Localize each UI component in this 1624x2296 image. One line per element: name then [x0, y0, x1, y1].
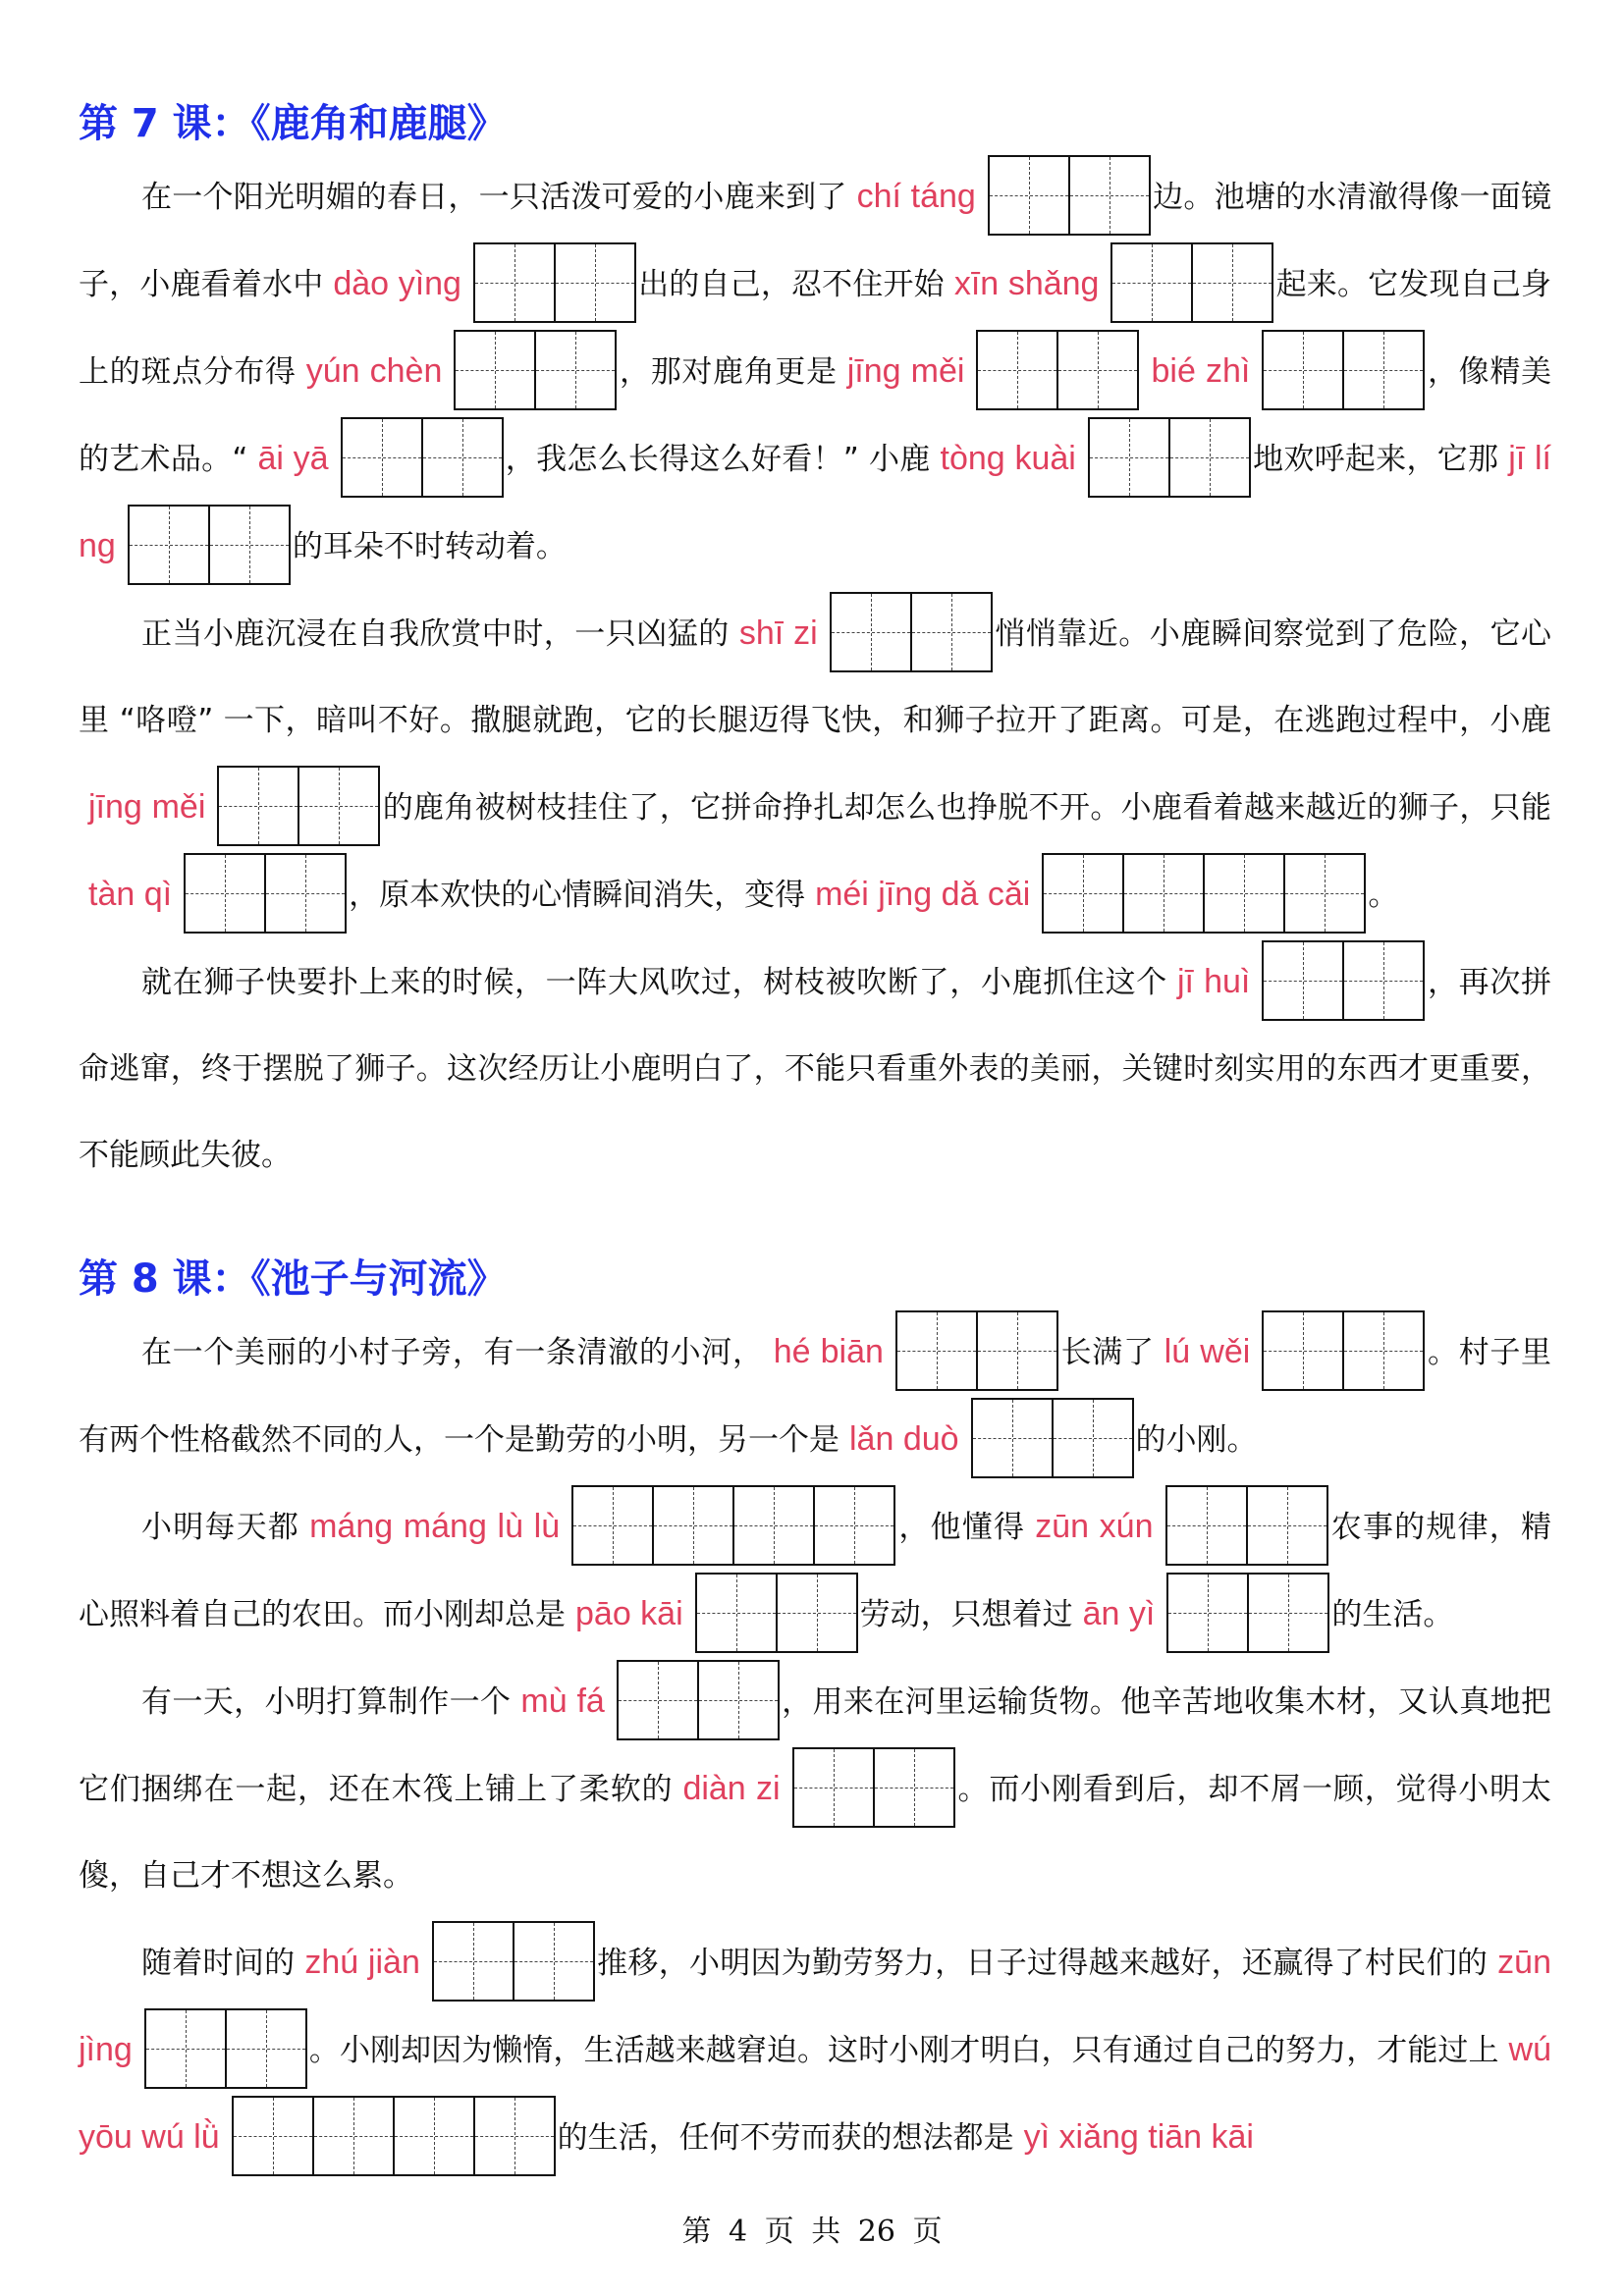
writing-cell[interactable] — [421, 417, 504, 498]
writing-cell[interactable] — [813, 1485, 895, 1566]
writing-cell[interactable] — [971, 1398, 1054, 1478]
writing-cell[interactable] — [208, 505, 291, 585]
writing-cell[interactable] — [1262, 1310, 1344, 1391]
lesson-paragraph — [79, 1919, 1551, 2181]
text-segment: 的生活，任何不劳而获的想法都是 — [557, 2120, 1014, 2156]
writing-grid[interactable] — [792, 1747, 955, 1828]
writing-cell[interactable] — [1166, 1573, 1249, 1653]
writing-cell[interactable] — [473, 242, 556, 323]
writing-grid[interactable] — [1088, 417, 1251, 498]
pinyin-prompt: yún chèn — [305, 352, 443, 390]
pinyin-prompt: zūn jìng — [79, 1944, 1551, 2068]
writing-cell[interactable] — [1342, 940, 1425, 1021]
writing-grid[interactable] — [341, 417, 504, 498]
writing-grid[interactable] — [1110, 242, 1273, 323]
lesson-paragraph — [79, 153, 1551, 590]
writing-grid[interactable] — [976, 330, 1139, 410]
writing-grid[interactable] — [617, 1660, 780, 1740]
text-segment: 。小刚却因为懒惰，生活越来越窘迫。这时小刚才明白，只有通过自己的努力，才能过上 — [308, 2033, 1499, 2068]
lesson-paragraph — [79, 1483, 1551, 1658]
pinyin-prompt: méi jīng dǎ cǎi — [815, 876, 1031, 913]
writing-cell[interactable] — [1342, 330, 1425, 410]
writing-cell[interactable] — [732, 1485, 815, 1566]
writing-cell[interactable] — [144, 2008, 227, 2089]
writing-cell[interactable] — [473, 2096, 556, 2176]
pinyin-prompt: jīng měi — [846, 352, 965, 390]
text-segment: 。而小刚看到后，却不屑一顾，觉得小明太傻，自己才不想这么累。 — [79, 1772, 1552, 1894]
pinyin-prompt: mù fá — [520, 1682, 605, 1720]
text-segment: 在一个美丽的小村子旁，有一条清澈的小河， — [141, 1335, 764, 1370]
writing-cell[interactable] — [312, 2096, 395, 2176]
writing-cell[interactable] — [217, 766, 299, 846]
lesson-title: 第 8 课：《池子与河流》 — [79, 1256, 507, 1302]
writing-grid[interactable] — [988, 155, 1151, 236]
text-segment: 的生活。 — [1331, 1597, 1454, 1632]
writing-cell[interactable] — [432, 1921, 514, 2002]
writing-cell[interactable] — [1247, 1573, 1329, 1653]
writing-cell[interactable] — [652, 1485, 734, 1566]
text-segment: ，用来在河里运输货物。他辛苦地收集木材，又认真地把它们捆绑在一起，还在木筏上铺上了柔软的 — [79, 1684, 1551, 1807]
pinyin-prompt: zūn xún — [1035, 1508, 1154, 1545]
text-segment: 劳动，只想着过 — [859, 1597, 1073, 1632]
writing-grid[interactable] — [830, 592, 993, 672]
writing-grid[interactable] — [1262, 1310, 1425, 1391]
text-segment: 长满了 — [1059, 1335, 1155, 1370]
writing-cell[interactable] — [1056, 330, 1139, 410]
pinyin-prompt: wú yōu wú lǜ — [79, 2031, 1551, 2156]
text-segment: 地欢呼起来，它那 — [1252, 442, 1499, 477]
lesson-paragraph — [79, 1308, 1551, 1483]
writing-grid[interactable] — [1262, 940, 1425, 1021]
text-segment: 的小刚。 — [1135, 1422, 1258, 1458]
text-segment: 小明每天都 — [141, 1510, 300, 1545]
text-segment: 的鹿角被树枝挂住了，它拼命挣扎却怎么也挣脱不开。小鹿看着越来越近的狮子，只能 — [382, 790, 1551, 826]
writing-cell[interactable] — [1203, 853, 1285, 934]
writing-cell[interactable] — [697, 1660, 780, 1740]
text-segment: 出的自己，忍不住开始 — [637, 267, 945, 302]
page-content — [79, 94, 1551, 2181]
pinyin-prompt: bié zhì — [1151, 352, 1251, 390]
writing-cell[interactable] — [1122, 853, 1205, 934]
text-segment: 就在狮子快要扑上来的时候，一阵大风吹过，树枝被吹断了，小鹿抓住这个 — [141, 965, 1167, 1000]
text-segment: 推移，小明因为勤劳努力，日子过得越来越好，还赢得了村民们的 — [596, 1946, 1489, 1981]
writing-cell[interactable] — [617, 1660, 699, 1740]
writing-grid[interactable] — [895, 1310, 1058, 1391]
writing-cell[interactable] — [1168, 417, 1251, 498]
writing-grid[interactable] — [571, 1485, 895, 1566]
text-segment: 随着时间的 — [141, 1946, 296, 1981]
page-footer: 第 4 页 共 26 页 — [681, 2215, 943, 2249]
writing-grid[interactable] — [971, 1398, 1134, 1478]
writing-grid[interactable] — [184, 853, 347, 934]
text-segment: 的耳朵不时转动着。 — [292, 529, 567, 564]
pinyin-prompt: lú wěi — [1164, 1333, 1251, 1370]
writing-cell[interactable] — [454, 330, 536, 410]
text-segment: ，他懂得 — [897, 1510, 1026, 1545]
text-segment: 起来。它发现自己身上的斑点分布得 — [79, 267, 1551, 390]
writing-grid[interactable] — [1262, 330, 1425, 410]
writing-cell[interactable] — [910, 592, 993, 672]
pinyin-prompt: diàn zi — [682, 1770, 781, 1807]
text-segment: 在一个阳光明媚的春日，一只活泼可爱的小鹿来到了 — [141, 180, 847, 215]
text-segment: ，像精美的艺术品。“ — [79, 354, 1552, 477]
writing-cell[interactable] — [298, 766, 380, 846]
pinyin-prompt: tòng kuài — [940, 440, 1076, 477]
writing-cell[interactable] — [554, 242, 636, 323]
writing-cell[interactable] — [792, 1747, 875, 1828]
text-segment: 边。池塘的水清澈得像一面镜子，小鹿看着水中 — [79, 180, 1552, 302]
writing-grid[interactable] — [473, 242, 636, 323]
writing-cell[interactable] — [1088, 417, 1170, 498]
writing-cell[interactable] — [1165, 1485, 1248, 1566]
writing-cell[interactable] — [988, 155, 1070, 236]
pinyin-prompt: lǎn duò — [849, 1420, 959, 1458]
pinyin-prompt: tàn qì — [88, 876, 173, 913]
writing-cell[interactable] — [1191, 242, 1273, 323]
pinyin-prompt: pāo kāi — [575, 1595, 683, 1632]
text-segment: ，那对鹿角更是 — [619, 354, 838, 390]
writing-cell[interactable] — [513, 1921, 595, 2002]
writing-cell[interactable] — [976, 1310, 1058, 1391]
writing-cell[interactable] — [225, 2008, 307, 2089]
pinyin-prompt: chí táng — [856, 178, 976, 215]
lesson-paragraph — [79, 1658, 1551, 1919]
writing-grid[interactable] — [232, 2096, 556, 2176]
writing-grid[interactable] — [695, 1573, 858, 1653]
writing-cell[interactable] — [232, 2096, 314, 2176]
writing-cell[interactable] — [1052, 1398, 1134, 1478]
text-segment: 有一天，小明打算制作一个 — [141, 1684, 512, 1720]
writing-cell[interactable] — [393, 2096, 475, 2176]
text-segment: 农事的规律，精心照料着自己的农田。而小刚却总是 — [79, 1510, 1552, 1632]
writing-grid[interactable] — [1166, 1573, 1329, 1653]
pinyin-prompt: jīng měi — [88, 788, 206, 826]
pinyin-prompt: zhú jiàn — [304, 1944, 420, 1981]
writing-cell[interactable] — [695, 1573, 778, 1653]
writing-cell[interactable] — [264, 853, 347, 934]
writing-cell[interactable] — [128, 505, 210, 585]
pinyin-prompt: dào yìng — [333, 265, 461, 302]
pinyin-prompt: āi yā — [257, 440, 329, 477]
pinyin-prompt: jī lí ng — [79, 440, 1552, 564]
writing-cell[interactable] — [534, 330, 617, 410]
writing-cell[interactable] — [184, 853, 266, 934]
writing-cell[interactable] — [776, 1573, 858, 1653]
text-segment: ，我怎么长得这么好看！” 小鹿 — [505, 442, 931, 477]
text-segment: ，原本欢快的心情瞬间消失，变得 — [349, 878, 806, 913]
writing-cell[interactable] — [341, 417, 423, 498]
writing-grid[interactable] — [128, 505, 291, 585]
writing-grid[interactable] — [432, 1921, 595, 2002]
lesson-section — [79, 94, 1551, 1199]
writing-cell[interactable] — [1246, 1485, 1328, 1566]
pinyin-prompt: yì xiǎng tiān kāi — [1023, 2118, 1254, 2156]
writing-cell[interactable] — [1068, 155, 1151, 236]
text-segment: 悄悄靠近。小鹿瞬间察觉到了危险，它心里 “咯噔” 一下，暗叫不好。撒腿就跑，它的长腿迈得飞快，和狮子拉开了距离。可是，在逃跑过程中，小鹿 — [79, 616, 1552, 738]
writing-grid[interactable] — [144, 2008, 307, 2089]
writing-cell[interactable] — [895, 1310, 978, 1391]
writing-cell[interactable] — [873, 1747, 955, 1828]
lesson-title: 第 7 课：《鹿角和鹿腿》 — [79, 101, 507, 146]
writing-cell[interactable] — [571, 1485, 654, 1566]
pinyin-prompt: hé biān — [773, 1333, 884, 1370]
text-segment: 。村子里有两个性格截然不同的人，一个是勤劳的小明，另一个是 — [79, 1335, 1552, 1458]
text-segment: ，再次拼命逃窜，终于摆脱了狮子。这次经历让小鹿明白了，不能只看重外表的美丽，关键时刻实用的东西才更重要，不能顾此失彼。 — [79, 965, 1552, 1173]
writing-cell[interactable] — [1283, 853, 1366, 934]
pinyin-prompt: jī huì — [1176, 963, 1251, 1000]
lesson-paragraph — [79, 938, 1551, 1199]
writing-cell[interactable] — [1262, 940, 1344, 1021]
pinyin-prompt: shī zi — [738, 614, 818, 652]
writing-cell[interactable] — [1342, 1310, 1425, 1391]
writing-cell[interactable] — [1042, 853, 1124, 934]
lesson-section — [79, 1250, 1551, 2181]
text-segment: 。 — [1368, 878, 1399, 913]
pinyin-prompt: máng máng lù lù — [309, 1508, 561, 1545]
writing-cell[interactable] — [830, 592, 912, 672]
writing-cell[interactable] — [1262, 330, 1344, 410]
writing-grid[interactable] — [217, 766, 380, 846]
pinyin-prompt: xīn shǎng — [953, 265, 1100, 302]
pinyin-prompt: ān yì — [1082, 1595, 1156, 1632]
writing-grid[interactable] — [1165, 1485, 1328, 1566]
lesson-paragraph — [79, 590, 1551, 938]
writing-grid[interactable] — [1042, 853, 1366, 934]
text-segment: 正当小鹿沉浸在自我欣赏中时，一只凶猛的 — [141, 616, 730, 652]
writing-cell[interactable] — [976, 330, 1058, 410]
writing-grid[interactable] — [454, 330, 617, 410]
writing-cell[interactable] — [1110, 242, 1193, 323]
